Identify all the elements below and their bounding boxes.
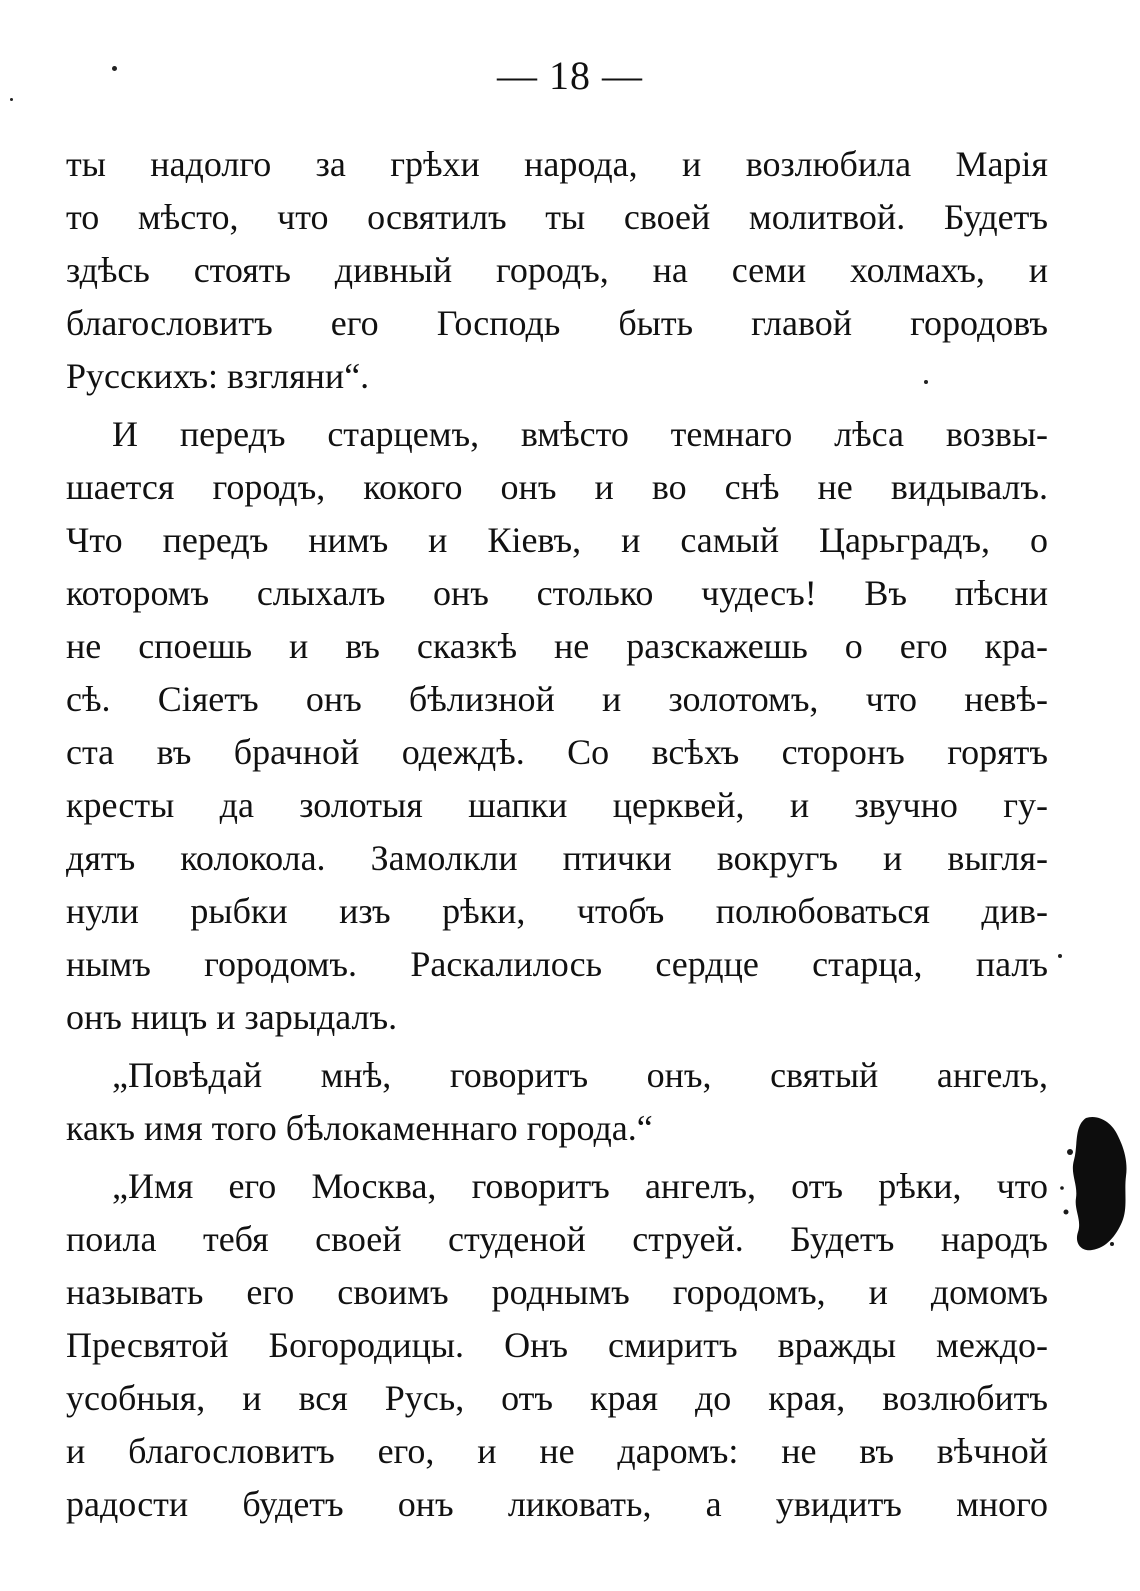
text-line: ста въ брачной одеждѣ. Со всѣхъ сторонъ горятъ <box>66 732 1048 772</box>
text-line: Русскихъ: взгляни“. <box>66 356 370 396</box>
text-line: не споешь и въ сказкѣ не разскажешь о его кра- <box>66 626 1048 666</box>
text-line: то мѣсто, что освятилъ ты своей молитвой. Будетъ <box>66 197 1048 237</box>
text-line: шается городъ, кокого онъ и во снѣ не видывалъ. <box>66 467 1048 507</box>
text-line: Что передъ нимъ и Кіевъ, и самый Царьградъ, о <box>66 520 1048 560</box>
text-line: И передъ старцемъ, вмѣсто темнаго лѣса возвы- <box>112 414 1048 454</box>
paragraph <box>66 408 1048 1044</box>
scan-speck <box>10 98 13 101</box>
text-line: онъ ницъ и зарыдалъ. <box>66 997 398 1037</box>
paragraph <box>66 1049 1048 1155</box>
text-line: дятъ колокола. Замолкли птички вокругъ и выгля- <box>66 838 1048 878</box>
paragraph <box>66 1160 1048 1531</box>
paragraph <box>66 138 1048 403</box>
text-line: поила тебя своей студеной струей. Будетъ народъ <box>66 1219 1048 1259</box>
text-line: кресты да золотыя шапки церквей, и звучно гу- <box>66 785 1048 825</box>
text-line: называть его своимъ роднымъ городомъ, и домомъ <box>66 1272 1048 1312</box>
text-line: какъ имя того бѣлокаменнаго города.“ <box>66 1108 653 1148</box>
text-line: сѣ. Сіяетъ онъ бѣлизной и золотомъ, что невѣ- <box>66 679 1048 719</box>
body-text <box>66 138 1048 1531</box>
text-line: которомъ слыхалъ онъ столько чудесъ! Въ пѣсни <box>66 573 1048 613</box>
scan-speck <box>1058 954 1062 958</box>
ink-blot <box>1052 1112 1130 1254</box>
text-line: Пресвятой Богородицы. Онъ смиритъ вражды междо- <box>66 1325 1048 1365</box>
scan-speck <box>924 380 928 384</box>
text-line: нули рыбки изъ рѣки, чтобъ полюбоваться див- <box>66 891 1048 931</box>
text-line: радости будетъ онъ ликовать, а увидитъ много <box>66 1484 1048 1524</box>
text-line: „Повѣдай мнѣ, говоритъ онъ, святый ангелъ, <box>112 1055 1048 1095</box>
text-line: и благословитъ его, и не даромъ: не въ вѣчной <box>66 1431 1048 1471</box>
text-line: усобныя, и вся Русь, отъ края до края, возлюбитъ <box>66 1378 1048 1418</box>
text-line: ты надолго за грѣхи народа, и возлюбила Марія <box>66 144 1048 184</box>
text-line: благословитъ его Господь быть главой городовъ <box>66 303 1048 343</box>
text-line: нымъ городомъ. Раскалилось сердце старца, палъ <box>66 944 1048 984</box>
text-line: „Имя его Москва, говоритъ ангелъ, отъ рѣки, что <box>112 1166 1048 1206</box>
page-number: — 18 — <box>497 53 643 98</box>
text-line: здѣсь стоять дивный городъ, на семи холмахъ, и <box>66 250 1048 290</box>
scan-speck <box>112 66 117 71</box>
